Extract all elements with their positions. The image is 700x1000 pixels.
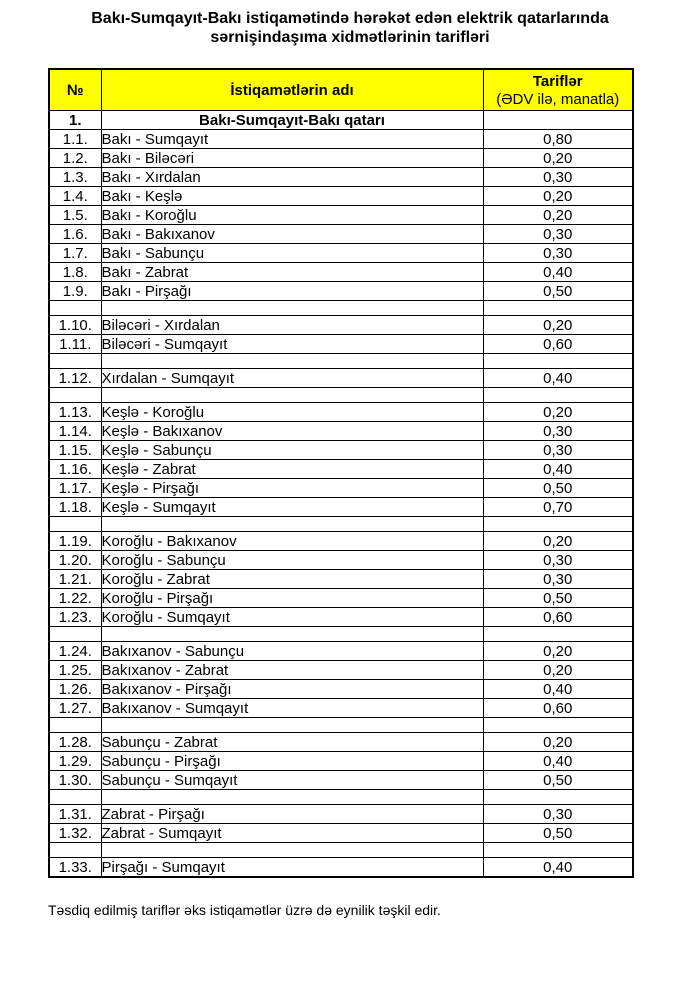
tariff-table-body (49, 111, 633, 878)
table-row (49, 661, 633, 680)
tariff-value: 0,20 (483, 316, 633, 335)
row-number: 1.28. (49, 733, 101, 752)
table-row (49, 532, 633, 551)
page-title-line2: sərnişindaşıma xidmətlərinin tarifləri (210, 29, 490, 46)
tariff-value: 0,20 (483, 532, 633, 551)
row-number (49, 301, 101, 316)
spacer-row (49, 517, 633, 532)
table-row (49, 244, 633, 263)
route-name: Bakıxanov - Sabunçu (101, 642, 483, 661)
table-row (49, 149, 633, 168)
row-number: 1.15. (49, 441, 101, 460)
row-number: 1.14. (49, 422, 101, 441)
tariff-value: 0,30 (483, 168, 633, 187)
row-number: 1.21. (49, 570, 101, 589)
footer-note: Təsdiq edilmiş tariflər əks istiqamətlər üzrə də eynilik təşkil edir. (48, 902, 441, 918)
row-number: 1.18. (49, 498, 101, 517)
row-number: 1.16. (49, 460, 101, 479)
table-row (49, 460, 633, 479)
tariff-header-title: Tariflər (532, 72, 583, 90)
table-row (49, 441, 633, 460)
tariff-value (483, 388, 633, 403)
route-name (101, 388, 483, 403)
table-row (49, 771, 633, 790)
route-name: Sabunçu - Sumqayıt (101, 771, 483, 790)
row-number: 1.10. (49, 316, 101, 335)
route-name: Biləcəri - Xırdalan (101, 316, 483, 335)
table-row (49, 608, 633, 627)
row-number: 1.9. (49, 282, 101, 301)
route-name: Xırdalan - Sumqayıt (101, 369, 483, 388)
tariff-value: 0,30 (483, 551, 633, 570)
tariff-value: 0,20 (483, 733, 633, 752)
table-row (49, 316, 633, 335)
row-number: 1.22. (49, 589, 101, 608)
table-row (49, 479, 633, 498)
row-number: 1.19. (49, 532, 101, 551)
row-number: 1.4. (49, 187, 101, 206)
page-title-line1: Bakı-Sumqayıt-Bakı istiqamətində hərəkət edən elektrik qatarlarında (91, 10, 609, 27)
table-row (49, 589, 633, 608)
spacer-row (49, 301, 633, 316)
tariff-value (483, 790, 633, 805)
tariff-value (483, 718, 633, 733)
route-name: Biləcəri - Sumqayıt (101, 335, 483, 354)
row-number: 1.8. (49, 263, 101, 282)
spacer-row (49, 790, 633, 805)
tariff-value: 0,80 (483, 130, 633, 149)
tariff-value: 0,60 (483, 335, 633, 354)
row-number: 1.11. (49, 335, 101, 354)
tariff-value (483, 354, 633, 369)
route-name: Koroğlu - Sumqayıt (101, 608, 483, 627)
table-row (49, 805, 633, 824)
row-number: 1.20. (49, 551, 101, 570)
table-row (49, 369, 633, 388)
tariff-value (483, 301, 633, 316)
row-number: 1.7. (49, 244, 101, 263)
row-number: 1.30. (49, 771, 101, 790)
tariff-value (483, 843, 633, 858)
row-number: 1.2. (49, 149, 101, 168)
route-name: Keşlə - Bakıxanov (101, 422, 483, 441)
row-number: 1.5. (49, 206, 101, 225)
route-name: Koroğlu - Pirşağı (101, 589, 483, 608)
route-name (101, 718, 483, 733)
tariff-value: 0,50 (483, 824, 633, 843)
table-row (49, 225, 633, 244)
table-row (49, 824, 633, 843)
table-row (49, 168, 633, 187)
table-row (49, 680, 633, 699)
tariff-value: 0,40 (483, 752, 633, 771)
tariff-value: 0,30 (483, 570, 633, 589)
tariff-value: 0,50 (483, 589, 633, 608)
spacer-row (49, 718, 633, 733)
route-name (101, 790, 483, 805)
route-name: Bakı - Sumqayıt (101, 130, 483, 149)
spacer-row (49, 627, 633, 642)
tariff-value: 0,30 (483, 422, 633, 441)
table-row (49, 858, 633, 878)
table-header-row (49, 69, 633, 111)
route-name: Bakı - Xırdalan (101, 168, 483, 187)
table-row (49, 403, 633, 422)
tariff-value: 0,30 (483, 441, 633, 460)
row-number: 1.23. (49, 608, 101, 627)
tariff-value: 0,20 (483, 187, 633, 206)
table-row (49, 699, 633, 718)
route-name (101, 354, 483, 369)
route-name: Bakıxanov - Zabrat (101, 661, 483, 680)
row-number: 1.6. (49, 225, 101, 244)
table-row (49, 752, 633, 771)
table-row (49, 187, 633, 206)
tariff-value: 0,50 (483, 771, 633, 790)
row-number (49, 627, 101, 642)
row-number (49, 790, 101, 805)
tariff-header-subtitle: (ƏDV ilə, manatla) (496, 90, 620, 108)
spacer-row (49, 354, 633, 369)
row-number: 1.13. (49, 403, 101, 422)
column-header-name: İstiqamətlərin adı (101, 69, 483, 111)
tariff-value: 0,60 (483, 699, 633, 718)
table-row (49, 130, 633, 149)
table-row (49, 570, 633, 589)
route-name: Sabunçu - Pirşağı (101, 752, 483, 771)
route-name: Bakı - Keşlə (101, 187, 483, 206)
route-name (101, 301, 483, 316)
tariff-table-head (49, 69, 633, 111)
route-name: Koroğlu - Sabunçu (101, 551, 483, 570)
section-row-number: 1. (49, 111, 101, 130)
route-name (101, 843, 483, 858)
route-name: Koroğlu - Zabrat (101, 570, 483, 589)
tariff-value: 0,50 (483, 479, 633, 498)
tariff-value: 0,50 (483, 282, 633, 301)
route-name: Keşlə - Sabunçu (101, 441, 483, 460)
row-number: 1.33. (49, 858, 101, 878)
route-name: Keşlə - Koroğlu (101, 403, 483, 422)
route-name: Koroğlu - Bakıxanov (101, 532, 483, 551)
table-row (49, 551, 633, 570)
tariff-value: 0,20 (483, 661, 633, 680)
table-row (49, 733, 633, 752)
row-number: 1.12. (49, 369, 101, 388)
route-name: Bakı - Sabunçu (101, 244, 483, 263)
tariff-value: 0,20 (483, 642, 633, 661)
row-number: 1.29. (49, 752, 101, 771)
spacer-row (49, 388, 633, 403)
route-name: Bakı - Zabrat (101, 263, 483, 282)
table-row (49, 282, 633, 301)
route-name: Pirşağı - Sumqayıt (101, 858, 483, 878)
table-row (49, 206, 633, 225)
tariff-value: 0,30 (483, 244, 633, 263)
route-name: Keşlə - Zabrat (101, 460, 483, 479)
table-row (49, 642, 633, 661)
row-number: 1.27. (49, 699, 101, 718)
column-header-tariff (483, 69, 633, 111)
tariff-value: 0,20 (483, 149, 633, 168)
route-name: Sabunçu - Zabrat (101, 733, 483, 752)
tariff-value: 0,40 (483, 858, 633, 878)
table-row (49, 422, 633, 441)
table-row (49, 335, 633, 354)
tariff-table (48, 68, 634, 878)
table-row (49, 498, 633, 517)
tariff-value: 0,60 (483, 608, 633, 627)
page-title (0, 0, 700, 47)
route-name: Zabrat - Pirşağı (101, 805, 483, 824)
route-name: Bakıxanov - Sumqayıt (101, 699, 483, 718)
tariff-value: 0,20 (483, 403, 633, 422)
row-number: 1.31. (49, 805, 101, 824)
row-number (49, 718, 101, 733)
spacer-row (49, 843, 633, 858)
column-header-no: № (49, 69, 101, 111)
tariff-value: 0,40 (483, 460, 633, 479)
route-name (101, 627, 483, 642)
table-row (49, 263, 633, 282)
route-name: Bakı - Bakıxanov (101, 225, 483, 244)
route-name: Bakı - Koroğlu (101, 206, 483, 225)
route-name: Bakı - Pirşağı (101, 282, 483, 301)
row-number (49, 388, 101, 403)
route-name: Zabrat - Sumqayıt (101, 824, 483, 843)
row-number: 1.26. (49, 680, 101, 699)
route-name: Bakıxanov - Pirşağı (101, 680, 483, 699)
row-number: 1.1. (49, 130, 101, 149)
tariff-value: 0,30 (483, 805, 633, 824)
row-number: 1.25. (49, 661, 101, 680)
route-name: Keşlə - Pirşağı (101, 479, 483, 498)
tariff-value: 0,40 (483, 369, 633, 388)
section-row-tariff (483, 111, 633, 130)
row-number (49, 354, 101, 369)
section-row-name: Bakı-Sumqayıt-Bakı qatarı (101, 111, 483, 130)
section-row (49, 111, 633, 130)
row-number: 1.24. (49, 642, 101, 661)
route-name: Bakı - Biləcəri (101, 149, 483, 168)
row-number (49, 517, 101, 532)
tariff-value: 0,20 (483, 206, 633, 225)
tariff-value (483, 517, 633, 532)
route-name: Keşlə - Sumqayıt (101, 498, 483, 517)
row-number: 1.3. (49, 168, 101, 187)
row-number (49, 843, 101, 858)
tariff-value: 0,40 (483, 263, 633, 282)
tariff-value: 0,70 (483, 498, 633, 517)
row-number: 1.17. (49, 479, 101, 498)
tariff-value: 0,40 (483, 680, 633, 699)
route-name (101, 517, 483, 532)
tariff-value (483, 627, 633, 642)
row-number: 1.32. (49, 824, 101, 843)
tariff-value: 0,30 (483, 225, 633, 244)
